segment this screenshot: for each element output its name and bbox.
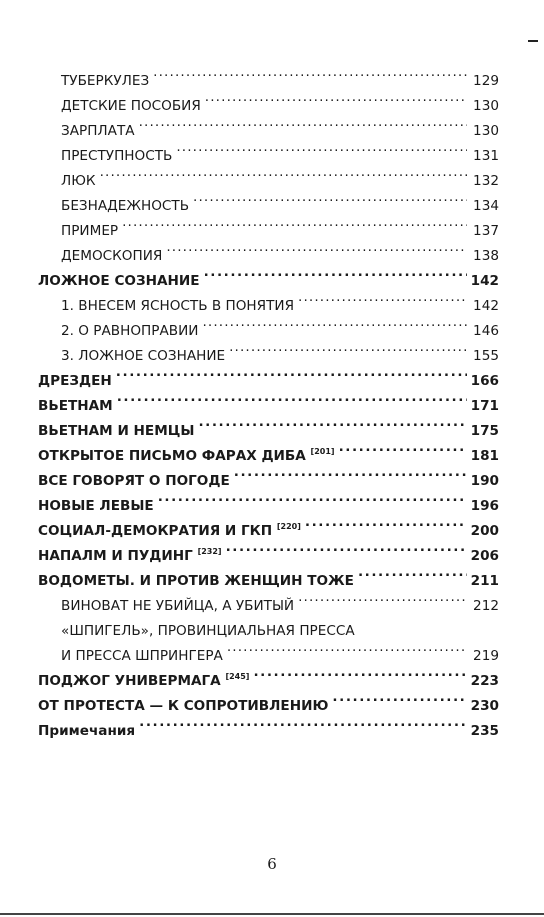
dot-leader [116, 360, 467, 385]
toc-entry-page: 235 [470, 723, 499, 739]
footnote-ref: [232] [197, 547, 222, 556]
footnote-ref: [220] [276, 522, 301, 531]
toc-entry-title-text: ВОДОМЕТЫ. И ПРОТИВ ЖЕНЩИН ТОЖЕ [38, 573, 354, 589]
toc-entry-page: 200 [470, 523, 499, 539]
toc-entry-page: 142 [470, 273, 499, 289]
dot-leader [332, 685, 466, 710]
bottom-rule [0, 913, 544, 915]
toc-entry-title-text: ОТКРЫТОЕ ПИСЬМО ФАРАХ ДИБА [38, 448, 306, 464]
dot-leader [176, 135, 467, 160]
toc-entry-title [38, 719, 135, 744]
toc-entry-title-text: ВЬЕТНАМ [38, 398, 113, 414]
toc-entry-title-text: ПРЕСТУПНОСТЬ [61, 148, 173, 164]
toc-entry-title [38, 544, 222, 569]
toc-entry-title-text: 2. О РАВНОПРАВИИ [61, 323, 199, 339]
toc-entry-page: 130 [473, 98, 499, 114]
toc-entry-page: 146 [473, 323, 499, 339]
dot-leader [153, 60, 467, 85]
toc-entry-title [61, 319, 198, 344]
toc-entry-title [38, 669, 249, 694]
toc-entry-title-text: ЛЮК [61, 173, 96, 189]
toc-entry-page: 134 [473, 198, 499, 214]
toc-entry [38, 60, 499, 89]
dot-leader [198, 410, 466, 435]
toc-entry-page: 131 [473, 148, 499, 164]
toc-entry-title-text: ПОДЖОГ УНИВЕРМАГА [38, 673, 221, 689]
dot-leader [117, 385, 467, 410]
toc-entry-title [38, 269, 200, 294]
dot-leader [202, 310, 467, 335]
toc-entry-title [61, 644, 223, 669]
toc-entry-title [38, 494, 154, 519]
toc-entry-title-text: ТУБЕРКУЛЕЗ [61, 73, 150, 89]
toc-entry-title [38, 369, 112, 394]
dot-leader [158, 485, 467, 510]
toc-entry-page: 190 [470, 473, 499, 489]
footnote-ref: [245] [225, 672, 250, 681]
toc-entry-title-text: ВСЕ ГОВОРЯТ О ПОГОДЕ [38, 473, 230, 489]
dot-leader [253, 660, 466, 685]
toc-entry-page: 211 [470, 573, 499, 589]
dot-leader [139, 710, 466, 735]
toc-entry-title [61, 119, 135, 144]
toc-entry-page: 138 [473, 248, 499, 264]
dot-leader [298, 585, 467, 610]
toc-entry-page: 166 [470, 373, 499, 389]
dot-leader [229, 335, 467, 360]
toc-entry-page: 206 [470, 548, 499, 564]
dot-leader [139, 110, 467, 135]
dot-leader [226, 535, 467, 560]
dot-leader [234, 460, 467, 485]
toc-entry-title-text: ПРИМЕР [61, 223, 119, 239]
toc-entry-title-text: НОВЫЕ ЛЕВЫЕ [38, 498, 154, 514]
toc-entry-page: 230 [470, 698, 499, 714]
toc-entry-title [61, 219, 118, 244]
toc-entry-title-text: 3. ЛОЖНОЕ СОЗНАНИЕ [61, 348, 226, 364]
dot-leader [122, 210, 467, 235]
dot-leader [100, 160, 467, 185]
toc-entry-page: 181 [470, 448, 499, 464]
dot-leader [205, 85, 467, 110]
toc-entry-page: 175 [470, 423, 499, 439]
dot-leader [358, 560, 467, 585]
toc-entry-title-text: Примечания [38, 723, 136, 739]
toc-entry-title [61, 594, 294, 619]
corner-mark [528, 40, 538, 42]
toc-entry-title-text: ДЕМОСКОПИЯ [61, 248, 163, 264]
toc-entry-title [38, 419, 194, 444]
dot-leader [339, 435, 467, 460]
toc-entry-page: 223 [470, 673, 499, 689]
toc-entry-page: 129 [473, 73, 499, 89]
toc-entry-title-text: ОТ ПРОТЕСТА — К СОПРОТИВЛЕНИЮ [38, 698, 329, 714]
toc-entry-title-text: «ШПИГЕЛЬ», ПРОВИНЦИАЛЬНАЯ ПРЕССА [61, 623, 355, 639]
toc-entry [38, 185, 499, 214]
toc-entry-title [38, 394, 113, 419]
toc-entry-title [61, 69, 149, 94]
dot-leader [166, 235, 467, 260]
dot-leader [204, 260, 467, 285]
toc-entry-title-text: БЕЗНАДЕЖНОСТЬ [61, 198, 190, 214]
toc-entry-page: 142 [473, 298, 499, 314]
toc-entry-page: 132 [473, 173, 499, 189]
dot-leader [227, 635, 467, 660]
toc-entry-page: 137 [473, 223, 499, 239]
toc-entry-page: 155 [473, 348, 499, 364]
table-of-contents [38, 60, 499, 739]
toc-entry-title-text: ЛОЖНОЕ СОЗНАНИЕ [38, 273, 200, 289]
dot-leader [298, 285, 467, 310]
page-number: 6 [267, 855, 277, 873]
toc-entry-title-text: ЗАРПЛАТА [61, 123, 135, 139]
dot-leader [193, 185, 467, 210]
toc-entry-title [61, 169, 96, 194]
toc-entry-title-text: И ПРЕССА ШПРИНГЕРА [61, 648, 223, 664]
toc-entry-page: 219 [473, 648, 499, 664]
toc-entry-title [61, 244, 162, 269]
toc-entry-title-text: ВЬЕТНАМ И НЕМЦЫ [38, 423, 195, 439]
toc-entry-title-text: 1. ВНЕСЕМ ЯСНОСТЬ В ПОНЯТИЯ [61, 298, 295, 314]
toc-entry-page: 196 [470, 498, 499, 514]
toc-entry-title-text: ДЕТСКИЕ ПОСОБИЯ [61, 98, 201, 114]
footnote-ref: [201] [310, 447, 335, 456]
toc-entry-title-text: ВИНОВАТ НЕ УБИЙЦА, А УБИТЫЙ [61, 598, 295, 614]
toc-entry-title-text: НАПАЛМ И ПУДИНГ [38, 548, 193, 564]
toc-entry-title-text: ДРЕЗДЕН [38, 373, 112, 389]
toc-entry-page: 212 [473, 598, 499, 614]
toc-entry-title-text: СОЦИАЛ-ДЕМОКРАТИЯ И ГКП [38, 523, 273, 539]
toc-entry-page: 130 [473, 123, 499, 139]
toc-entry-page: 171 [470, 398, 499, 414]
dot-leader [305, 510, 467, 535]
toc-entry [38, 160, 499, 189]
